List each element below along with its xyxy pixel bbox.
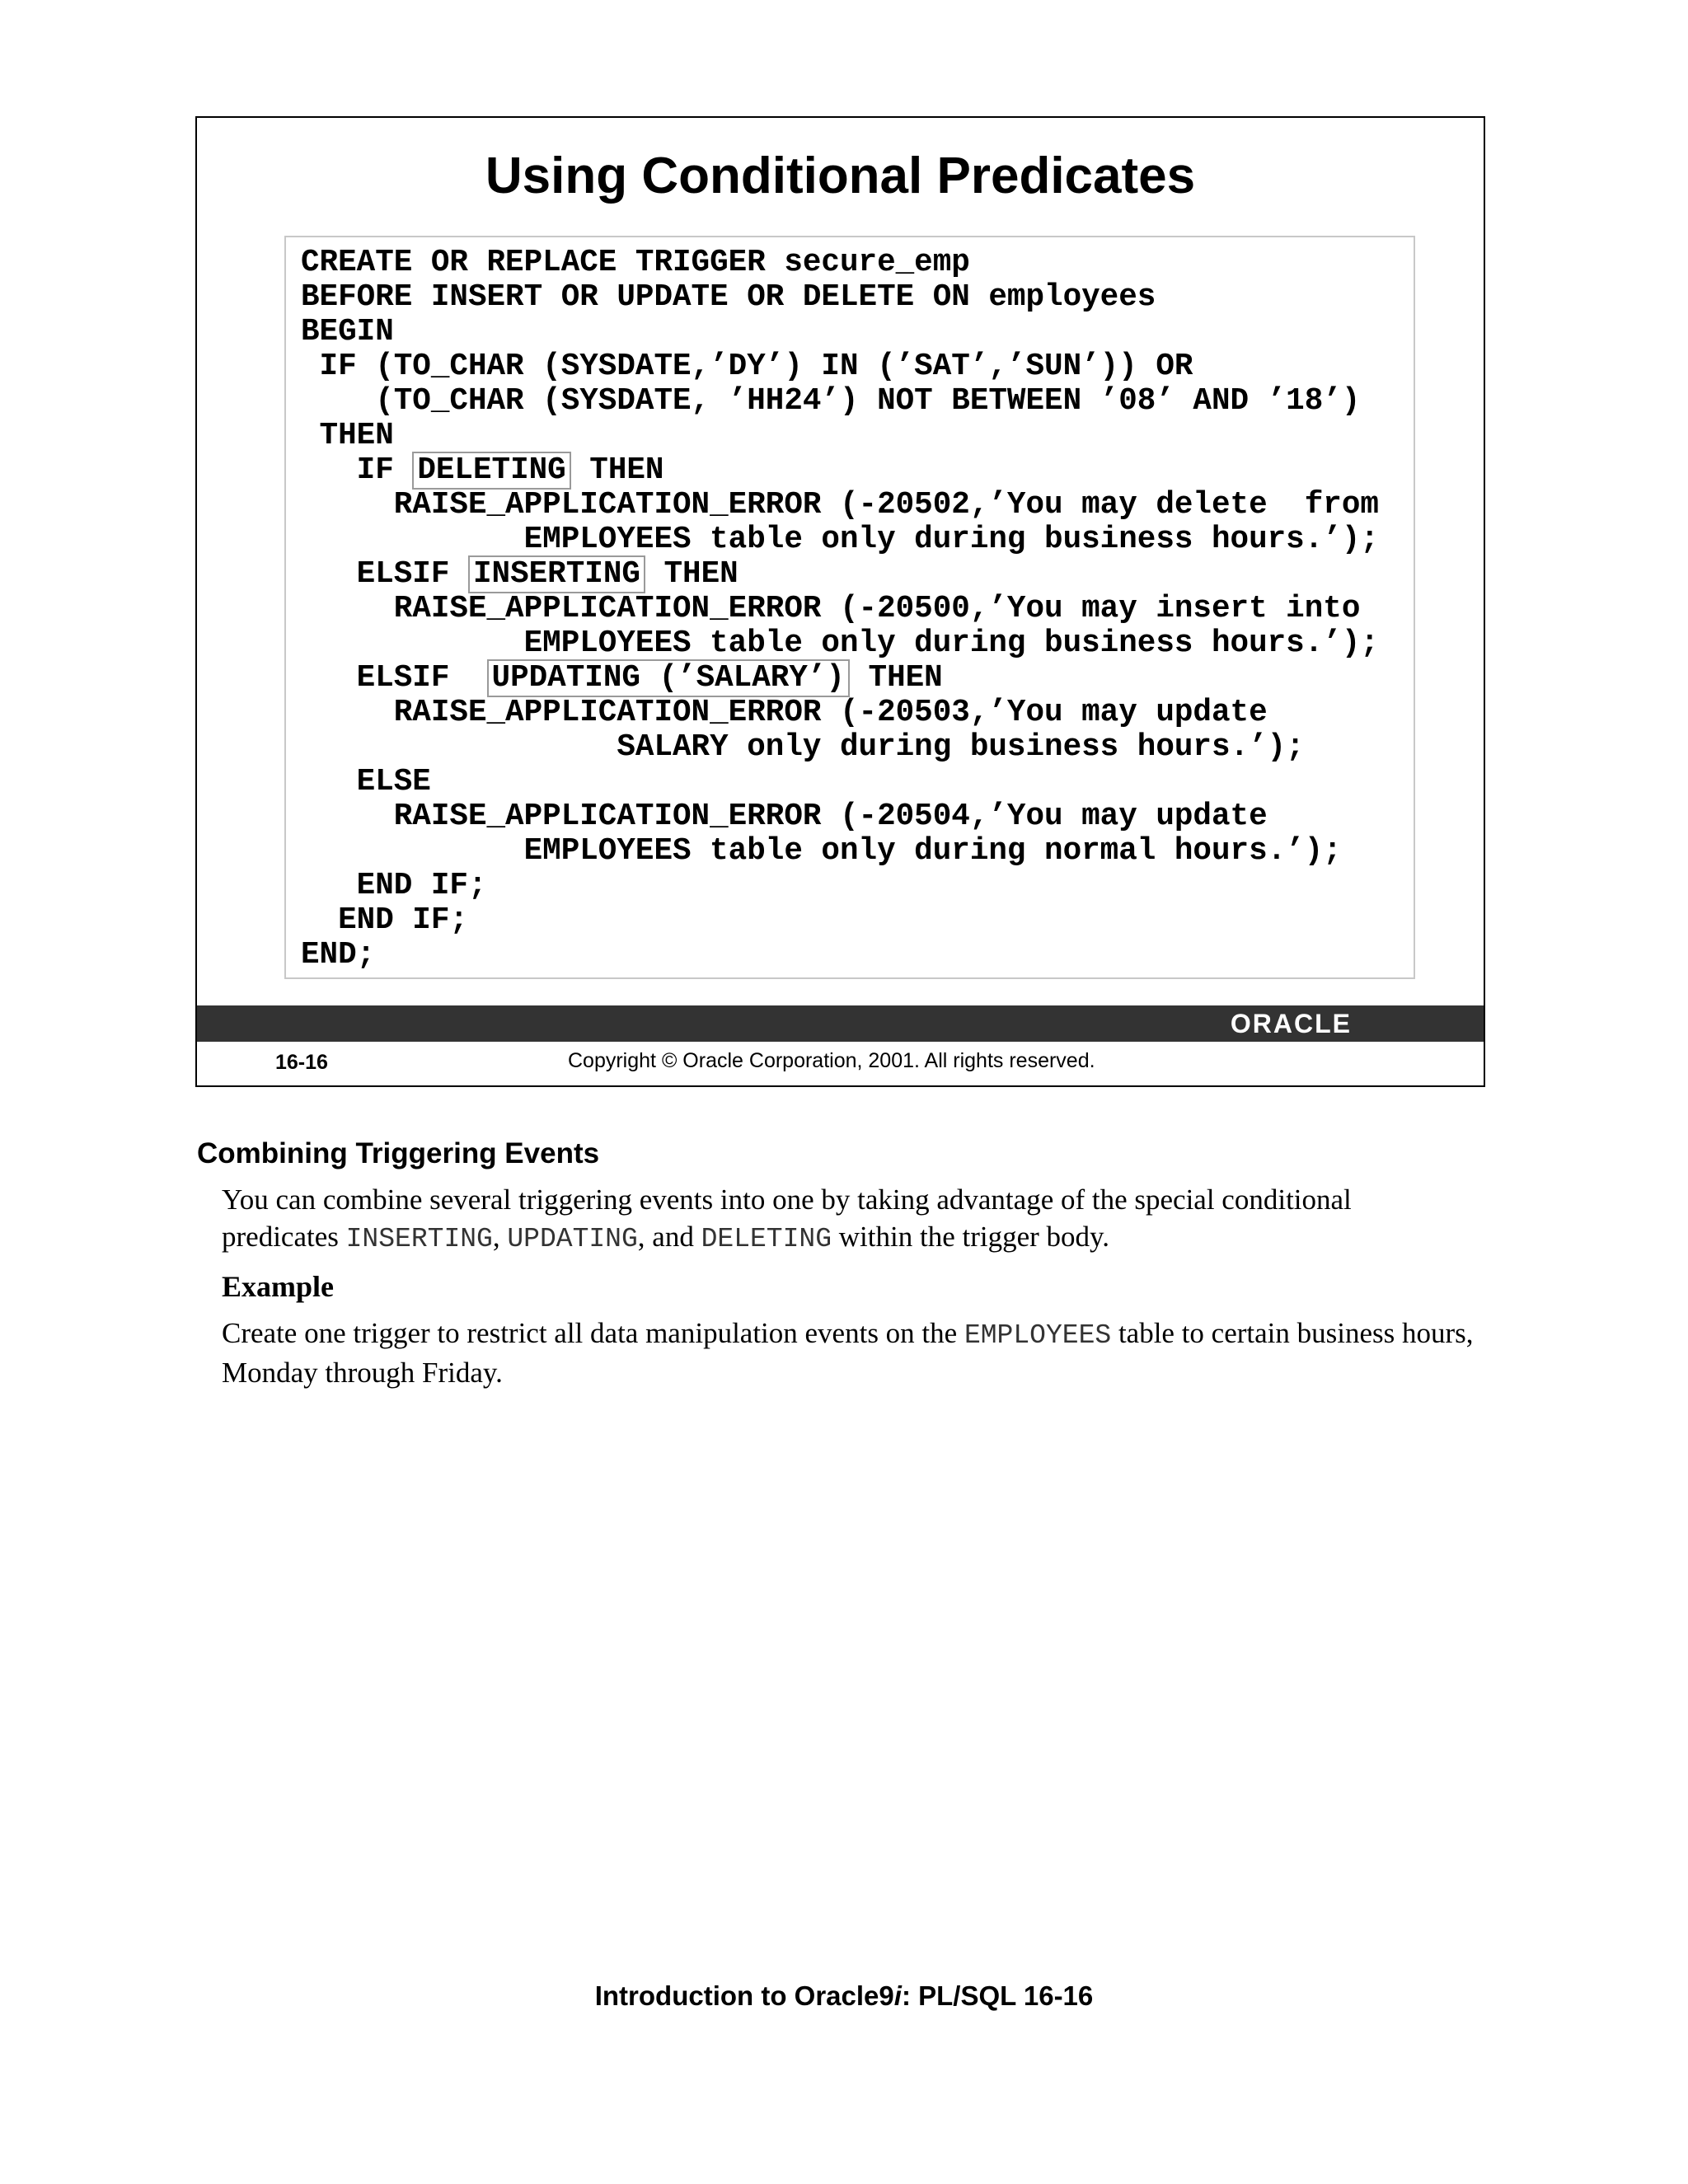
code-line: END;	[301, 938, 376, 972]
code-line: END IF;	[301, 903, 468, 938]
paragraph-text: within the trigger body.	[832, 1221, 1110, 1253]
section-heading: Combining Triggering Events	[197, 1137, 600, 1169]
code-line: EMPLOYEES table only during business hours.’);	[301, 523, 1379, 557]
inline-code: UPDATING	[507, 1224, 638, 1254]
code-line: RAISE_APPLICATION_ERROR (-20502,’You may delete from	[301, 488, 1379, 523]
footer-text: : PL/SQL 16-16	[901, 1980, 1094, 2011]
code-line: ELSE	[301, 765, 431, 799]
paragraph-text: table to certain business hours, Monday through Friday.	[222, 1317, 1474, 1389]
code-line: IF (TO_CHAR (SYSDATE,’DY’) IN (’SAT’,’SUN’)) OR	[301, 349, 1193, 384]
example-paragraph	[222, 1315, 1475, 1391]
paragraph-text: , and	[637, 1221, 701, 1253]
deleting-predicate-highlight: DELETING	[412, 452, 570, 490]
paragraph-text: ,	[492, 1221, 508, 1253]
footer-italic: i	[893, 1980, 902, 2011]
oracle-logo-text: ORACLE	[1230, 1009, 1352, 1038]
code-line: RAISE_APPLICATION_ERROR (-20504,’You may update	[301, 799, 1268, 834]
code-text: IF	[301, 453, 413, 488]
code-text: THEN	[849, 661, 943, 696]
code-line: RAISE_APPLICATION_ERROR (-20503,’You may update	[301, 696, 1268, 730]
oracle-logo	[1231, 1010, 1352, 1038]
code-line: EMPLOYEES table only during normal hours.’);	[301, 834, 1342, 869]
code-text: THEN	[645, 557, 738, 592]
code-text: THEN	[570, 453, 664, 488]
paragraph-text: Create one trigger to restrict all data manipulation events on the	[222, 1317, 964, 1349]
inline-code: INSERTING	[345, 1224, 493, 1254]
code-block	[284, 236, 1415, 979]
example-heading: Example	[222, 1270, 335, 1303]
code-line: END IF;	[301, 869, 487, 903]
paragraph-text: You can combine several triggering events into one by taking advantage of the special conditional predicates	[222, 1183, 1352, 1253]
slide-number: 16-16	[275, 1051, 328, 1074]
code-line: (TO_CHAR (SYSDATE, ’HH24’) NOT BETWEEN ’08’ AND ’18’)	[301, 384, 1361, 419]
code-line: THEN	[301, 419, 394, 453]
slide-title: Using Conditional Predicates	[485, 148, 1196, 204]
inline-code: DELETING	[701, 1224, 832, 1254]
code-line: BEGIN	[301, 315, 394, 349]
code-line	[301, 661, 943, 696]
code-line: BEFORE INSERT OR UPDATE OR DELETE ON employees	[301, 280, 1156, 315]
code-line	[301, 557, 738, 592]
intro-paragraph	[222, 1181, 1475, 1258]
code-line	[301, 453, 663, 488]
code-line: SALARY only during business hours.’);	[301, 730, 1305, 765]
inline-code: EMPLOYEES	[964, 1320, 1112, 1351]
copyright-notice: Copyright © Oracle Corporation, 2001. All rights reserved.	[568, 1049, 1095, 1072]
footer-text: Introduction to Oracle9	[594, 1980, 894, 2011]
oracle-footer-bar	[197, 1005, 1484, 1042]
code-text: ELSIF	[301, 557, 468, 592]
slide-frame	[195, 116, 1485, 1087]
code-line: EMPLOYEES table only during business hours.’);	[301, 626, 1379, 661]
updating-predicate-highlight: UPDATING (’SALARY’)	[487, 659, 850, 697]
inserting-predicate-highlight: INSERTING	[468, 555, 645, 593]
page-footer	[0, 1980, 1688, 2012]
code-text: ELSIF	[301, 661, 487, 696]
code-line: RAISE_APPLICATION_ERROR (-20500,’You may insert into	[301, 592, 1361, 626]
code-line: CREATE OR REPLACE TRIGGER secure_emp	[301, 246, 970, 280]
